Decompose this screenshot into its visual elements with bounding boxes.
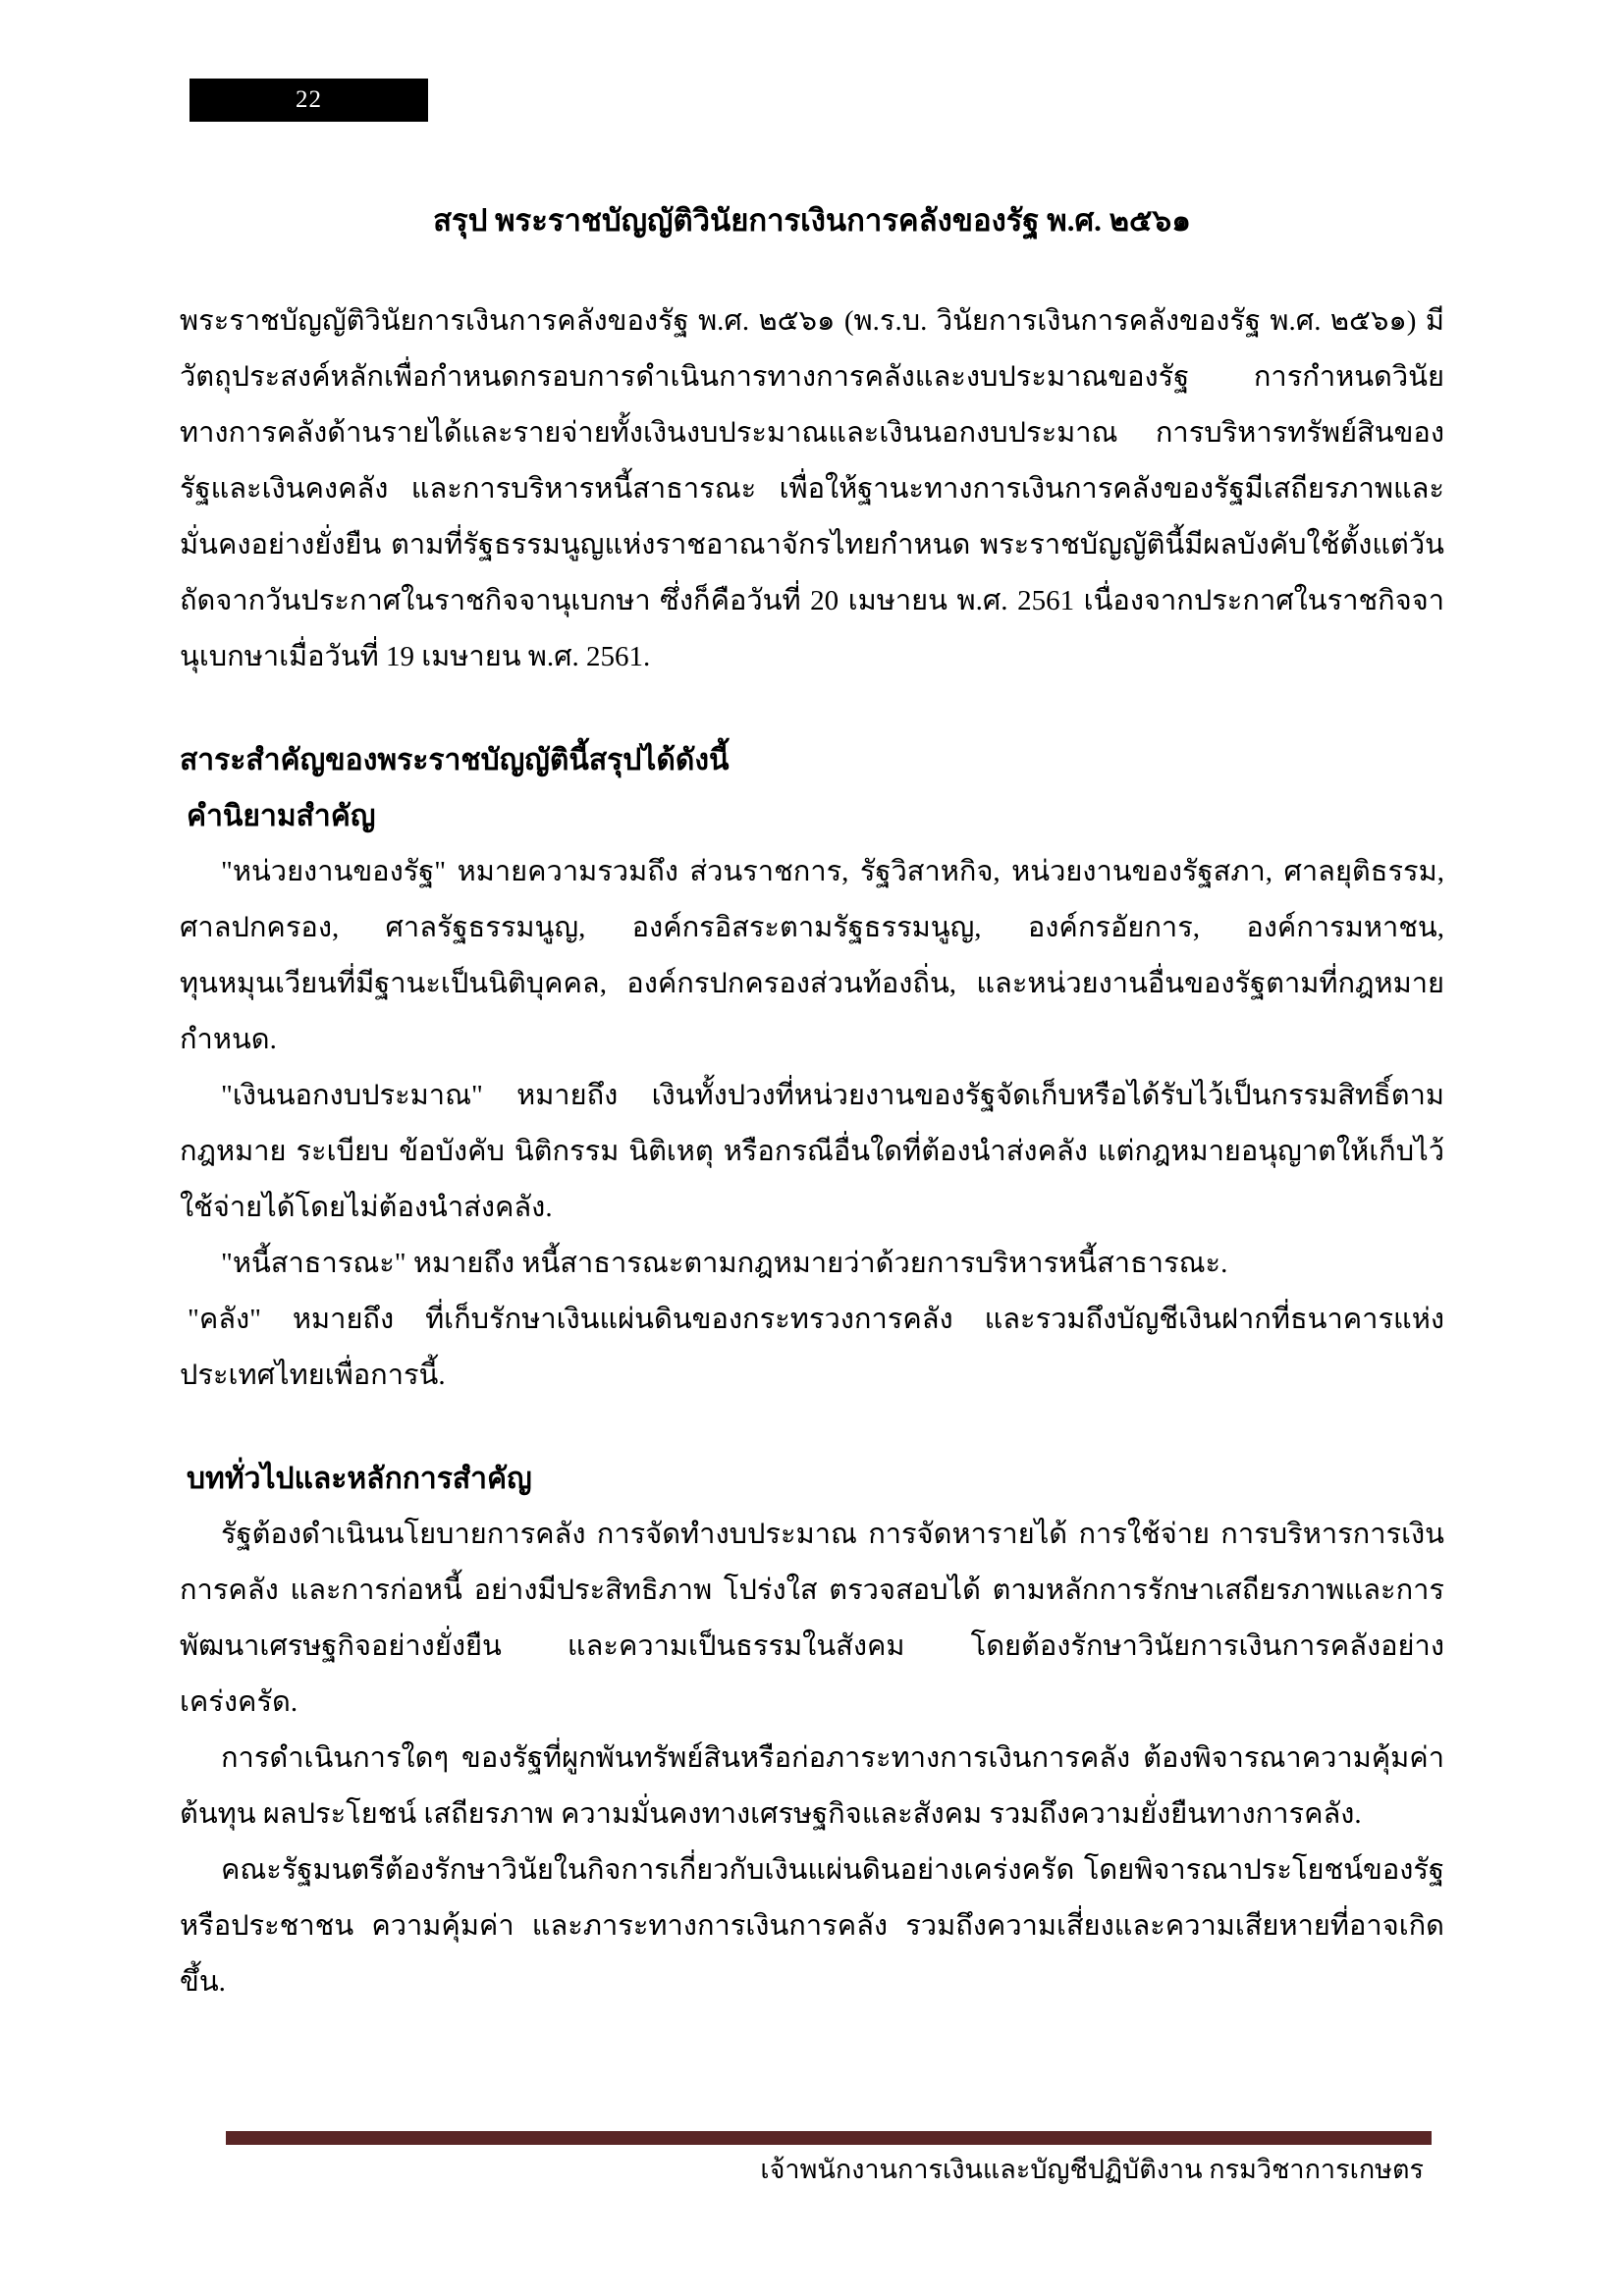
definitions-heading: คำนิยามสำคัญ bbox=[187, 800, 376, 832]
intro-paragraph: พระราชบัญญัติวินัยการเงินการคลังของรัฐ พ.ศ. ๒๕๖๑ (พ.ร.บ. วินัยการเงินการคลังของรัฐ พ.ศ. ๒๕๖๑) มีวัตถุประสงค์หลักเพื่อกำหนดกรอบการดำเนินการทางการคลังและงบประมาณของรัฐ การกำหนดวินัยทางการคลังด้านรายได้และรายจ่ายทั้งเงินงบประมาณและเงินนอกงบประมาณ การบริหารทรัพย์สินของรัฐและเงินคงคลัง และการบริหารหนี้สาธารณะ เพื่อให้ฐานะทางการเงินการคลังของรัฐมีเสถียรภาพและมั่นคงอย่างยั่งยืน ตามที่รัฐธรรมนูญแห่งราชอาณาจักรไทยกำหนด พระราชบัญญัตินี้มีผลบังคับใช้ตั้งแต่วันถัดจากวันประกาศในราชกิจจานุเบกษา ซึ่งก็คือวันที่ 20 เมษายน พ.ศ. 2561 เนื่องจากประกาศในราชกิจจานุเบกษาเมื่อวันที่ 19 เมษายน พ.ศ. 2561. bbox=[180, 305, 1444, 672]
definition-paragraph-state-agency: "หน่วยงานของรัฐ" หมายความรวมถึง ส่วนราชการ, รัฐวิสาหกิจ, หน่วยงานของรัฐสภา, ศาลยุติธรรม, ศาลปกครอง, ศาลรัฐธรรมนูญ, องค์กรอิสระตามรัฐธรรมนูญ, องค์กรอัยการ, องค์การมหาชน, ทุนหมุนเวียนที่มีฐานะเป็นนิติบุคคล, องค์กรปกครองส่วนท้องถิ่น, และหน่วยงานอื่นของรัฐตามที่กฎหมายกำหนด. bbox=[180, 856, 1444, 1055]
definition-paragraph-non-budget-money: "เงินนอกงบประมาณ" หมายถึง เงินทั้งปวงที่หน่วยงานของรัฐจัดเก็บหรือได้รับไว้เป็นกรรมสิทธิ์ตามกฎหมาย ระเบียบ ข้อบังคับ นิติกรรม นิติเหตุ หรือกรณีอื่นใดที่ต้องนำส่งคลัง แต่กฎหมายอนุญาตให้เก็บไว้ใช้จ่ายได้โดยไม่ต้องนำส่งคลัง. bbox=[180, 1080, 1444, 1223]
general-paragraph-cabinet-discipline: คณะรัฐมนตรีต้องรักษาวินัยในกิจการเกี่ยวกับเงินแผ่นดินอย่างเคร่งครัด โดยพิจารณาประโยชน์ของรัฐหรือประชาชน ความคุ้มค่า และภาระทางการเงินการคลัง รวมถึงความเสี่ยงและความเสียหายที่อาจเกิดขึ้น. bbox=[180, 1854, 1444, 1998]
footer-text: เจ้าพนักงานการเงินและบัญชีปฏิบัติงาน กรมวิชาการเกษตร bbox=[760, 2155, 1424, 2184]
definition-paragraph-public-debt: "หนี้สาธารณะ" หมายถึง หนี้สาธารณะตามกฎหมายว่าด้วยการบริหารหนี้สาธารณะ. bbox=[221, 1248, 1228, 1279]
summary-heading: สาระสำคัญของพระราชบัญญัตินี้สรุปได้ดังนี้ bbox=[180, 744, 730, 776]
document-body bbox=[180, 192, 1444, 2010]
definition-paragraph-treasury: "คลัง" หมายถึง ที่เก็บรักษาเงินแผ่นดินของกระทรวงการคลัง และรวมถึงบัญชีเงินฝากที่ธนาคารแห่งประเทศไทยเพื่อการนี้. bbox=[180, 1304, 1444, 1391]
footer-divider-bar bbox=[226, 2131, 1432, 2145]
general-principles-heading: บททั่วไปและหลักการสำคัญ bbox=[187, 1463, 532, 1495]
section-spacer bbox=[180, 1404, 1444, 1451]
document-title: สรุป พระราชบัญญัติวินัยการเงินการคลังของรัฐ พ.ศ. ๒๕๖๑ bbox=[433, 203, 1191, 238]
general-paragraph-fiscal-policy: รัฐต้องดำเนินนโยบายการคลัง การจัดทำงบประมาณ การจัดหารายได้ การใช้จ่าย การบริหารการเงินการคลัง และการก่อหนี้ อย่างมีประสิทธิภาพ โปร่งใส ตรวจสอบได้ ตามหลักการรักษาเสถียรภาพและการพัฒนาเศรษฐกิจอย่างยั่งยืน และความเป็นธรรมในสังคม โดยต้องรักษาวินัยการเงินการคลังอย่างเคร่งครัด. bbox=[180, 1519, 1444, 1718]
section-spacer bbox=[180, 685, 1444, 732]
page-number: 22 bbox=[296, 86, 322, 113]
general-paragraph-state-obligations: การดำเนินการใดๆ ของรัฐที่ผูกพันทรัพย์สินหรือก่อภาระทางการเงินการคลัง ต้องพิจารณาความคุ้มค่า ต้นทุน ผลประโยชน์ เสถียรภาพ ความมั่นคงทางเศรษฐกิจและสังคม รวมถึงความยั่งยืนทางการคลัง. bbox=[180, 1742, 1444, 1830]
page-number-box bbox=[189, 79, 428, 122]
